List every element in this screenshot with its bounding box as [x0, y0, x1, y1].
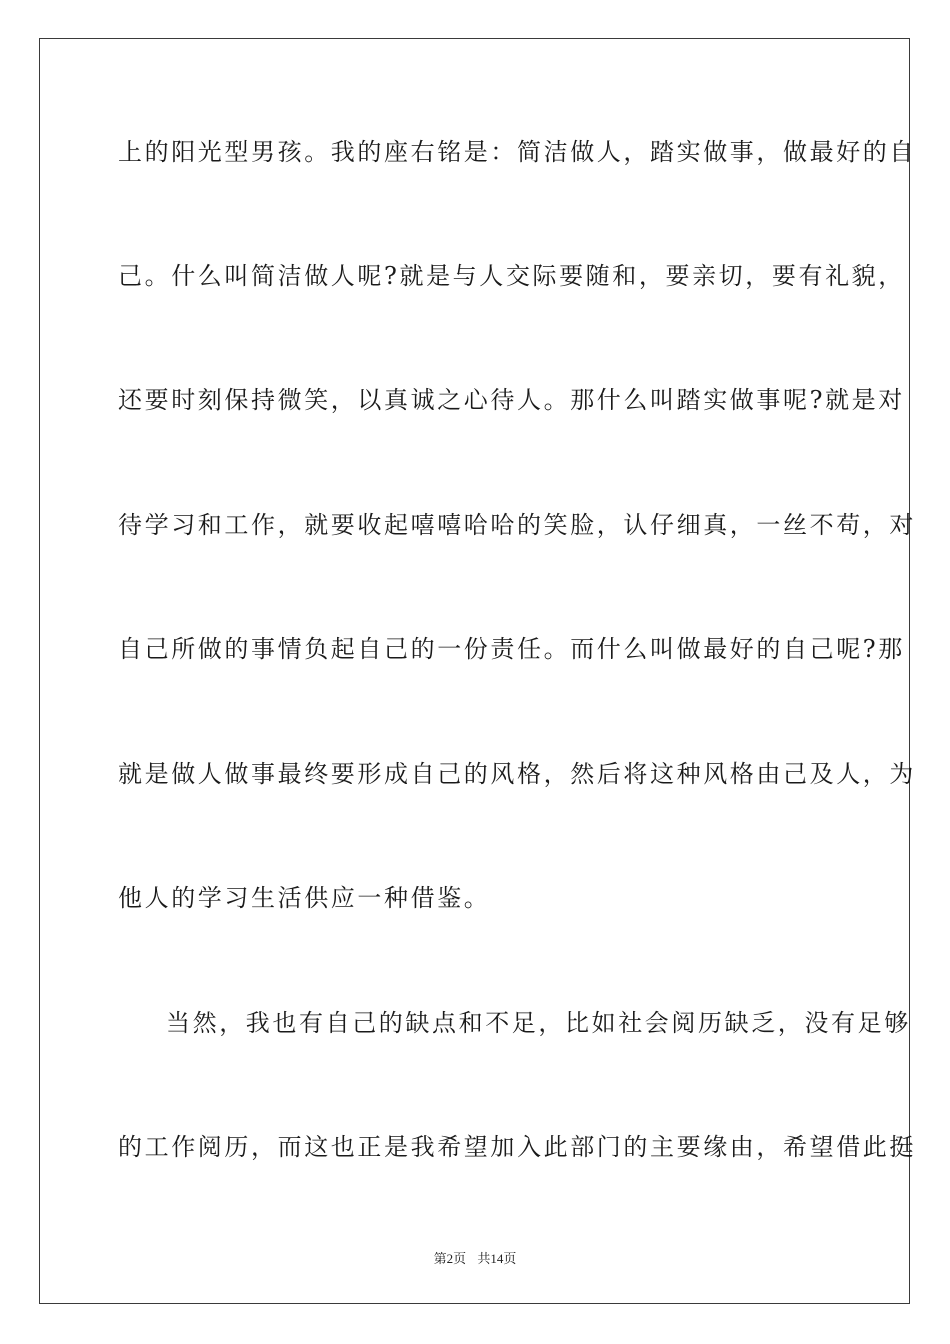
text-line: 的工作阅历，而这也正是我希望加入此部门的主要缘由，希望借此挺: [118, 1133, 916, 1161]
text-line: 他人的学习生活供应一种借鉴。: [118, 884, 491, 912]
text-line: 待学习和工作，就要收起嘻嘻哈哈的笑脸，认仔细真，一丝不苟，对: [118, 511, 916, 539]
text-line: 还要时刻保持微笑，以真诚之心待人。那什么叫踏实做事呢?就是对: [118, 386, 905, 414]
text-line: 上的阳光型男孩。我的座右铭是：简洁做人，踏实做事，做最好的自: [118, 138, 916, 166]
text-line: 己。什么叫简洁做人呢?就是与人交际要随和，要亲切，要有礼貌，: [118, 262, 905, 290]
total-pages: 共14页: [477, 1251, 517, 1266]
paragraph-first-line: 当然，我也有自己的缺点和不足，比如社会阅历缺乏，没有足够: [166, 1009, 911, 1037]
page-number: 第2页: [433, 1251, 467, 1266]
text-line: 就是做人做事最终要形成自己的风格，然后将这种风格由己及人，为: [118, 760, 916, 788]
text-line: 自己所做的事情负起自己的一份责任。而什么叫做最好的自己呢?那: [118, 635, 905, 663]
page-footer: [0, 1248, 950, 1267]
page-border: [39, 38, 916, 1304]
